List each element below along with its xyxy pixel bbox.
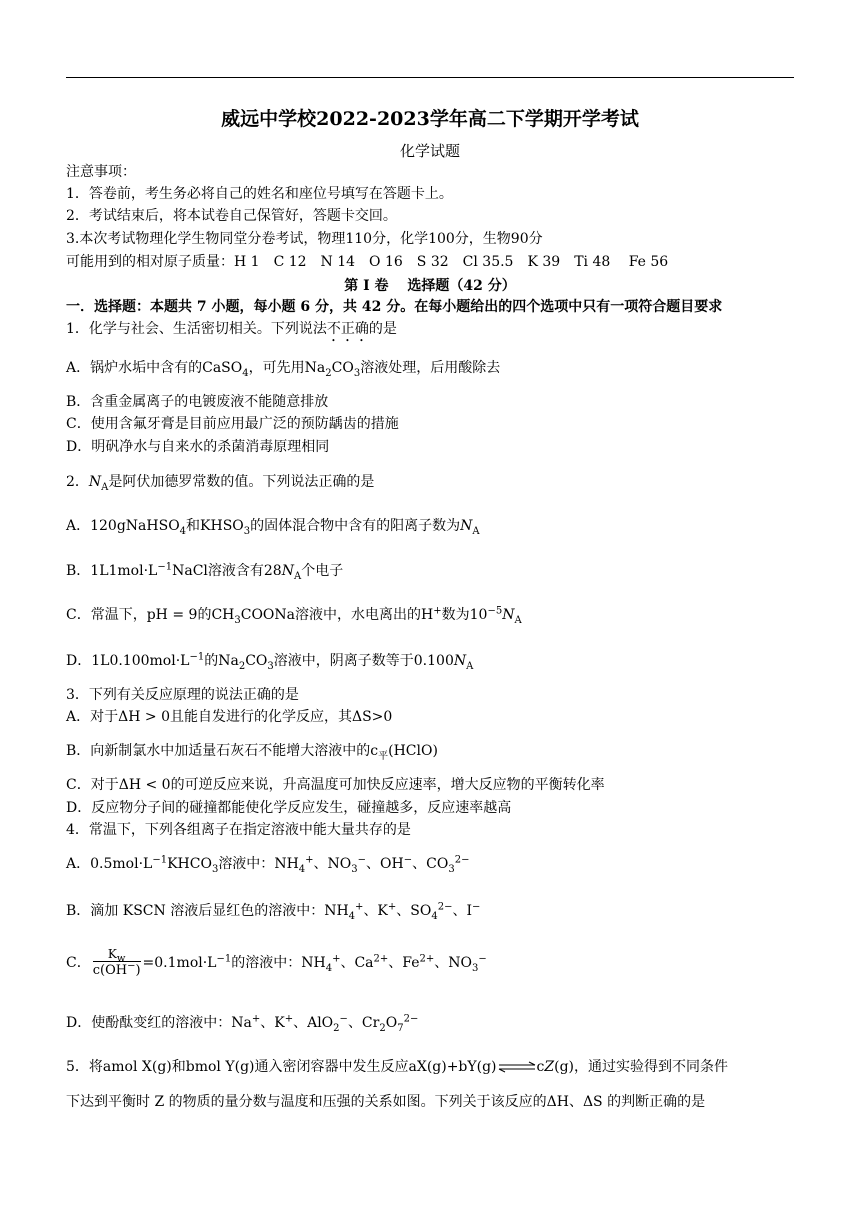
q4-stem: 4．常温下，下列各组离子在指定溶液中能大量共存的是 (66, 822, 411, 838)
note-3: 3.本次考试物理化学生物同堂分卷考试，物理110分，化学100分，生物90分 (66, 231, 543, 247)
atomic-masses: 可能用到的相对原子质量：H 1 C 12 N 14 O 16 S 32 Cl 35.5 K 39 Ti 48 Fe 56 (66, 254, 669, 270)
equilibrium-arrow-icon (497, 1061, 537, 1073)
q5-line-2: 下达到平衡时 Z 的物质的量分数与温度和压强的关系如图。下列关于该反应的ΔH、ΔS 的判断正确的是 (66, 1094, 706, 1110)
exam-subtitle: 化学试题 (399, 142, 460, 160)
q2-option-b: B．$1L1mol\cdot L^{-1}NaCl$溶液含有$28N_A$个电子 (66, 561, 344, 582)
top-rule (66, 77, 794, 78)
notes-heading: 注意事项： (66, 164, 136, 180)
q1-stem: 1．化学与社会、生活密切相关。下列说法不正确的是 (66, 321, 397, 337)
q2-option-c: C．常温下，pH = 9的$CH_3COONa$溶液中，水电离出的H+数为$10^{-5}N_A$ (66, 605, 522, 626)
q5-line-1: 5．将amol X(g)和bmol Y(g)通入密闭容器中发生反应aX(g)+bY(g) cZ(g)，通过实验得到不同条件 (66, 1059, 728, 1075)
q1-option-b: B．含重金属离子的电镀废液不能随意排放 (66, 394, 329, 410)
note-1: 1．答卷前，考生务必将自己的姓名和座位号填写在答题卡上。 (66, 186, 453, 202)
q2-option-a: A．120gNaHSO$_4$和$KHSO_3$的固体混合物中含有的阳离子数为$N_A$ (66, 518, 480, 537)
q3-option-d: D．反应物分子间的碰撞都能使化学反应发生，碰撞越多，反应速率越高 (66, 800, 512, 816)
q2-option-d: D．$1L0.100mol\cdot L^{-1}$的$Na_2CO_3$溶液中，阴离子数等于$0.100N_A$ (66, 651, 474, 672)
q3-option-c: C．对于ΔH < 0的可逆反应来说，升高温度可加快反应速率，增大反应物的平衡转化率 (66, 777, 605, 793)
kw-fraction: $\frac{K_w}{c(OH^-)}$ (92, 946, 141, 978)
q3-option-b: B．向新制氯水中加适量石灰石不能增大溶液中的$c_平(HClO)$ (66, 743, 438, 762)
exam-title: 威远中学校2022-2023学年高二下学期开学考试 (221, 108, 639, 130)
q3-stem: 3．下列有关反应原理的说法正确的是 (66, 687, 299, 703)
note-2: 2．考试结束后，将本试卷自己保管好，答题卡交回。 (66, 208, 397, 224)
q4-option-b: B．滴加 KSCN 溶液后显红色的溶液中：$NH_4^+$、K+、$SO_4^{2-}$、I− (66, 901, 481, 922)
q4-option-a: A．$0.5mol\cdot L^{-1}KHCO_3$溶液中：$NH_4^+$、$NO_3^-$、OH−、$CO_3^{2-}$ (66, 854, 470, 875)
section-title: 第 I 卷 选择题（42 分） (344, 278, 516, 294)
q1-option-d: D．明矾净水与自来水的杀菌消毒原理相同 (66, 439, 330, 455)
section-instruction: 一．选择题：本题共 7 小题，每小题 6 分，共 42 分。在每小题给出的四个选项中只有一项符合题目要求 (66, 299, 723, 315)
q1-option-c: C．使用含氟牙膏是目前应用最广泛的预防龋齿的措施 (66, 416, 399, 432)
q1-option-a: A．锅炉水垢中含有的CaSO$_4$，可先用$Na_2CO_3$溶液处理，后用酸除去 (66, 360, 501, 379)
q3-option-a: A．对于ΔH > 0且能自发进行的化学反应，其ΔS>0 (66, 709, 393, 725)
q4-option-c: C． $\frac{K_w}{c(OH^-)}$ $=0.1mol\cdot L^{-1}$的溶液中：$NH_4^+$、$Ca^{2+}$、$Fe^{2+}$、$NO_3^-$ (66, 946, 487, 978)
q2-stem: 2．$N_A$是阿伏加德罗常数的值。下列说法正确的是 (66, 474, 375, 493)
q4-option-d: D．使酚酞变红的溶液中：Na+、K+、AlO$_2$−、$Cr_2O_7^{2-}$ (66, 1013, 419, 1034)
